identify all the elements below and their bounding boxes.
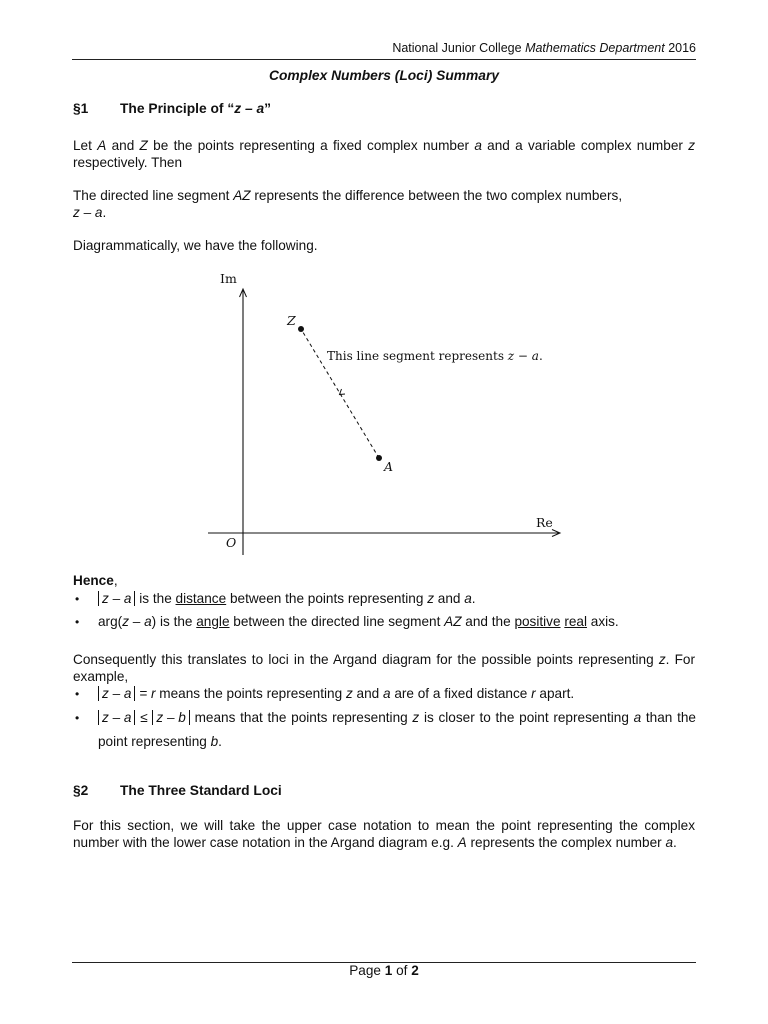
- im-label: Im: [220, 271, 237, 286]
- header-college: National Junior College: [392, 41, 522, 55]
- origin-label: O: [226, 535, 237, 550]
- bullet-dot: •: [75, 711, 80, 725]
- z-label: Z: [287, 313, 296, 328]
- locus-bullet-2: z – a ≤ z – b means that the points representing z is closer to the point representing a than the point representing b.: [98, 710, 696, 749]
- section1-para2: The directed line segment AZ represents the difference between the two complex numbers, z – a.: [73, 188, 623, 220]
- section1-heading: §1 The Principle of “z – a”: [73, 101, 272, 116]
- section2-para: For this section, we will take the upper case notation to mean the point representing the complex number with the lower case notation in the Argand diagram e.g. A represents the complex number a.: [73, 818, 695, 850]
- locus-bullet-1: z – a = r means the points representing z and a are of a fixed distance r apart.: [98, 685, 574, 702]
- consequently-para: Consequently this translates to loci in the Argand diagram for the possible points representing z. For example,: [73, 652, 695, 684]
- bullet-dot: •: [75, 687, 80, 701]
- bullet-dot: •: [75, 615, 80, 629]
- footer-page-total: 2: [411, 963, 419, 978]
- point-z: [298, 326, 304, 332]
- hence-label: Hence,: [73, 573, 118, 588]
- hence-bullet-2: arg(z – a) is the angle between the directed line segment AZ and the positive real axis.: [98, 614, 619, 629]
- footer-page-number: 1: [384, 963, 393, 978]
- a-label: A: [384, 459, 394, 474]
- page-footer: Page 1 of 2: [349, 963, 419, 978]
- section1-number: §1: [73, 101, 89, 116]
- bullet-dot: •: [75, 592, 80, 606]
- point-a: [376, 455, 382, 461]
- page-title: Complex Numbers (Loci) Summary: [268, 68, 500, 83]
- header-department: Mathematics Department: [525, 41, 665, 55]
- hence-bullet-1: z – a is the distance between the points representing z and a.: [98, 590, 476, 607]
- section2-heading: §2 The Three Standard Loci: [73, 783, 282, 798]
- re-label: Re: [536, 515, 553, 530]
- section1-para1: Let A and Z be the points representing a fixed complex number a and a variable complex number z respectively. Then: [73, 138, 695, 170]
- section1-para3: Diagrammatically, we have the following.: [73, 238, 318, 253]
- header-year: 2016: [668, 41, 696, 55]
- segment-annotation: This line segment represents z − a.: [327, 349, 543, 363]
- segment-direction-arrow: [340, 389, 346, 395]
- title-loci: Loci: [399, 68, 428, 83]
- section2-number: §2: [73, 783, 89, 798]
